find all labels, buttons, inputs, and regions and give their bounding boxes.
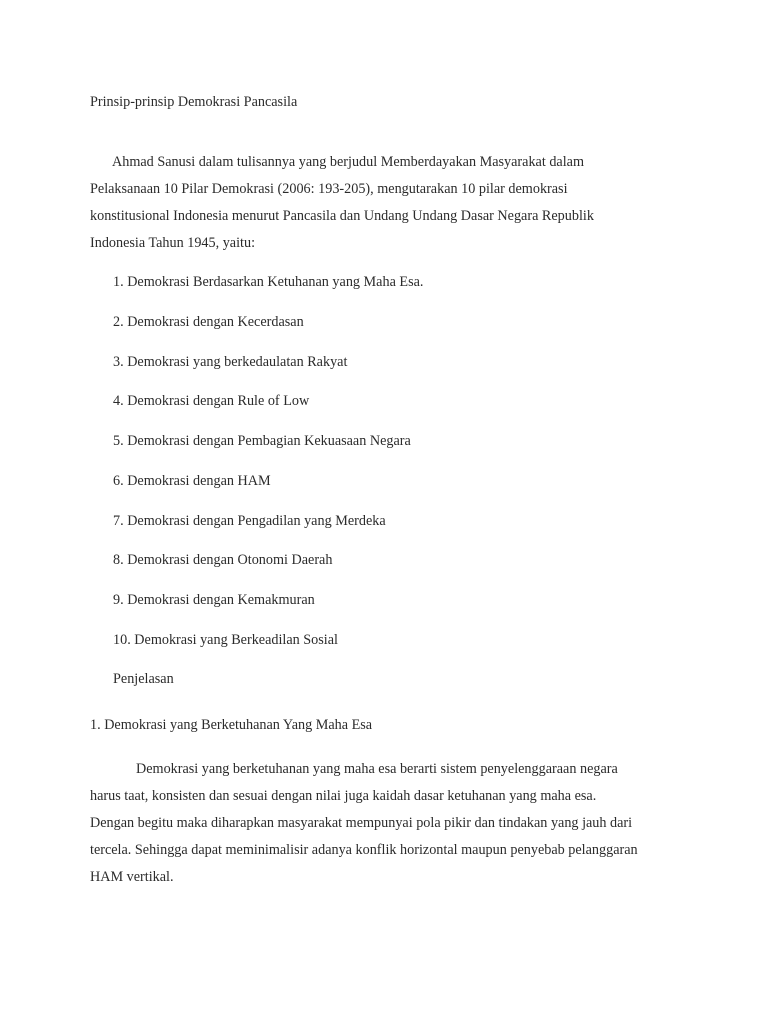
- pillar-list: [113, 269, 423, 667]
- section-body-line: Dengan begitu maka diharapkan masyarakat mempunyai pola pikir dan tindakan yang jauh dari: [90, 815, 633, 831]
- pillar-item: 5. Demokrasi dengan Pembagian Kekuasaan Negara: [113, 433, 411, 449]
- pillar-item: 4. Demokrasi dengan Rule of Low: [113, 393, 310, 410]
- intro-paragraph: [90, 149, 650, 257]
- intro-line: konstitusional Indonesia menurut Pancasila dan Undang Undang Dasar Negara Republik: [90, 208, 594, 224]
- document-title: Prinsip-prinsip Demokrasi Pancasila: [90, 94, 298, 110]
- pillar-item: 3. Demokrasi yang berkedaulatan Rakyat: [113, 353, 348, 370]
- pillar-item: 6. Demokrasi dengan HAM: [113, 472, 271, 489]
- section-body-paragraph: [90, 756, 690, 891]
- section-body-line: harus taat, konsisten dan sesuai dengan nilai juga kaidah dasar ketuhanan yang maha esa.: [90, 788, 597, 804]
- intro-line: Pelaksanaan 10 Pilar Demokrasi (2006: 193-205), mengutarakan 10 pilar demokrasi: [90, 181, 568, 197]
- pillar-item: 9. Demokrasi dengan Kemakmuran: [113, 592, 315, 608]
- section-heading: 1. Demokrasi yang Berketuhanan Yang Maha Esa: [90, 717, 373, 733]
- pillar-item: 1. Demokrasi Berdasarkan Ketuhanan yang Maha Esa.: [113, 274, 424, 290]
- intro-line: Ahmad Sanusi dalam tulisannya yang berjudul Memberdayakan Masyarakat dalam: [112, 154, 584, 170]
- intro-line: Indonesia Tahun 1945, yaitu:: [90, 235, 256, 251]
- section-body-line: tercela. Sehingga dapat meminimalisir adanya konflik horizontal maupun penyebab pelanggaran: [90, 842, 638, 858]
- pillar-item: 8. Demokrasi dengan Otonomi Daerah: [113, 552, 333, 569]
- section-body-line: HAM vertikal.: [90, 869, 174, 885]
- pillar-item: 2. Demokrasi dengan Kecerdasan: [113, 313, 304, 330]
- section-body-line: Demokrasi yang berketuhanan yang maha esa berarti sistem penyelenggaraan negara: [136, 761, 618, 777]
- explanation-label: Penjelasan: [113, 671, 174, 687]
- pillar-item: 10. Demokrasi yang Berkeadilan Sosial: [113, 631, 338, 648]
- pillar-item: 7. Demokrasi dengan Pengadilan yang Merdeka: [113, 512, 386, 529]
